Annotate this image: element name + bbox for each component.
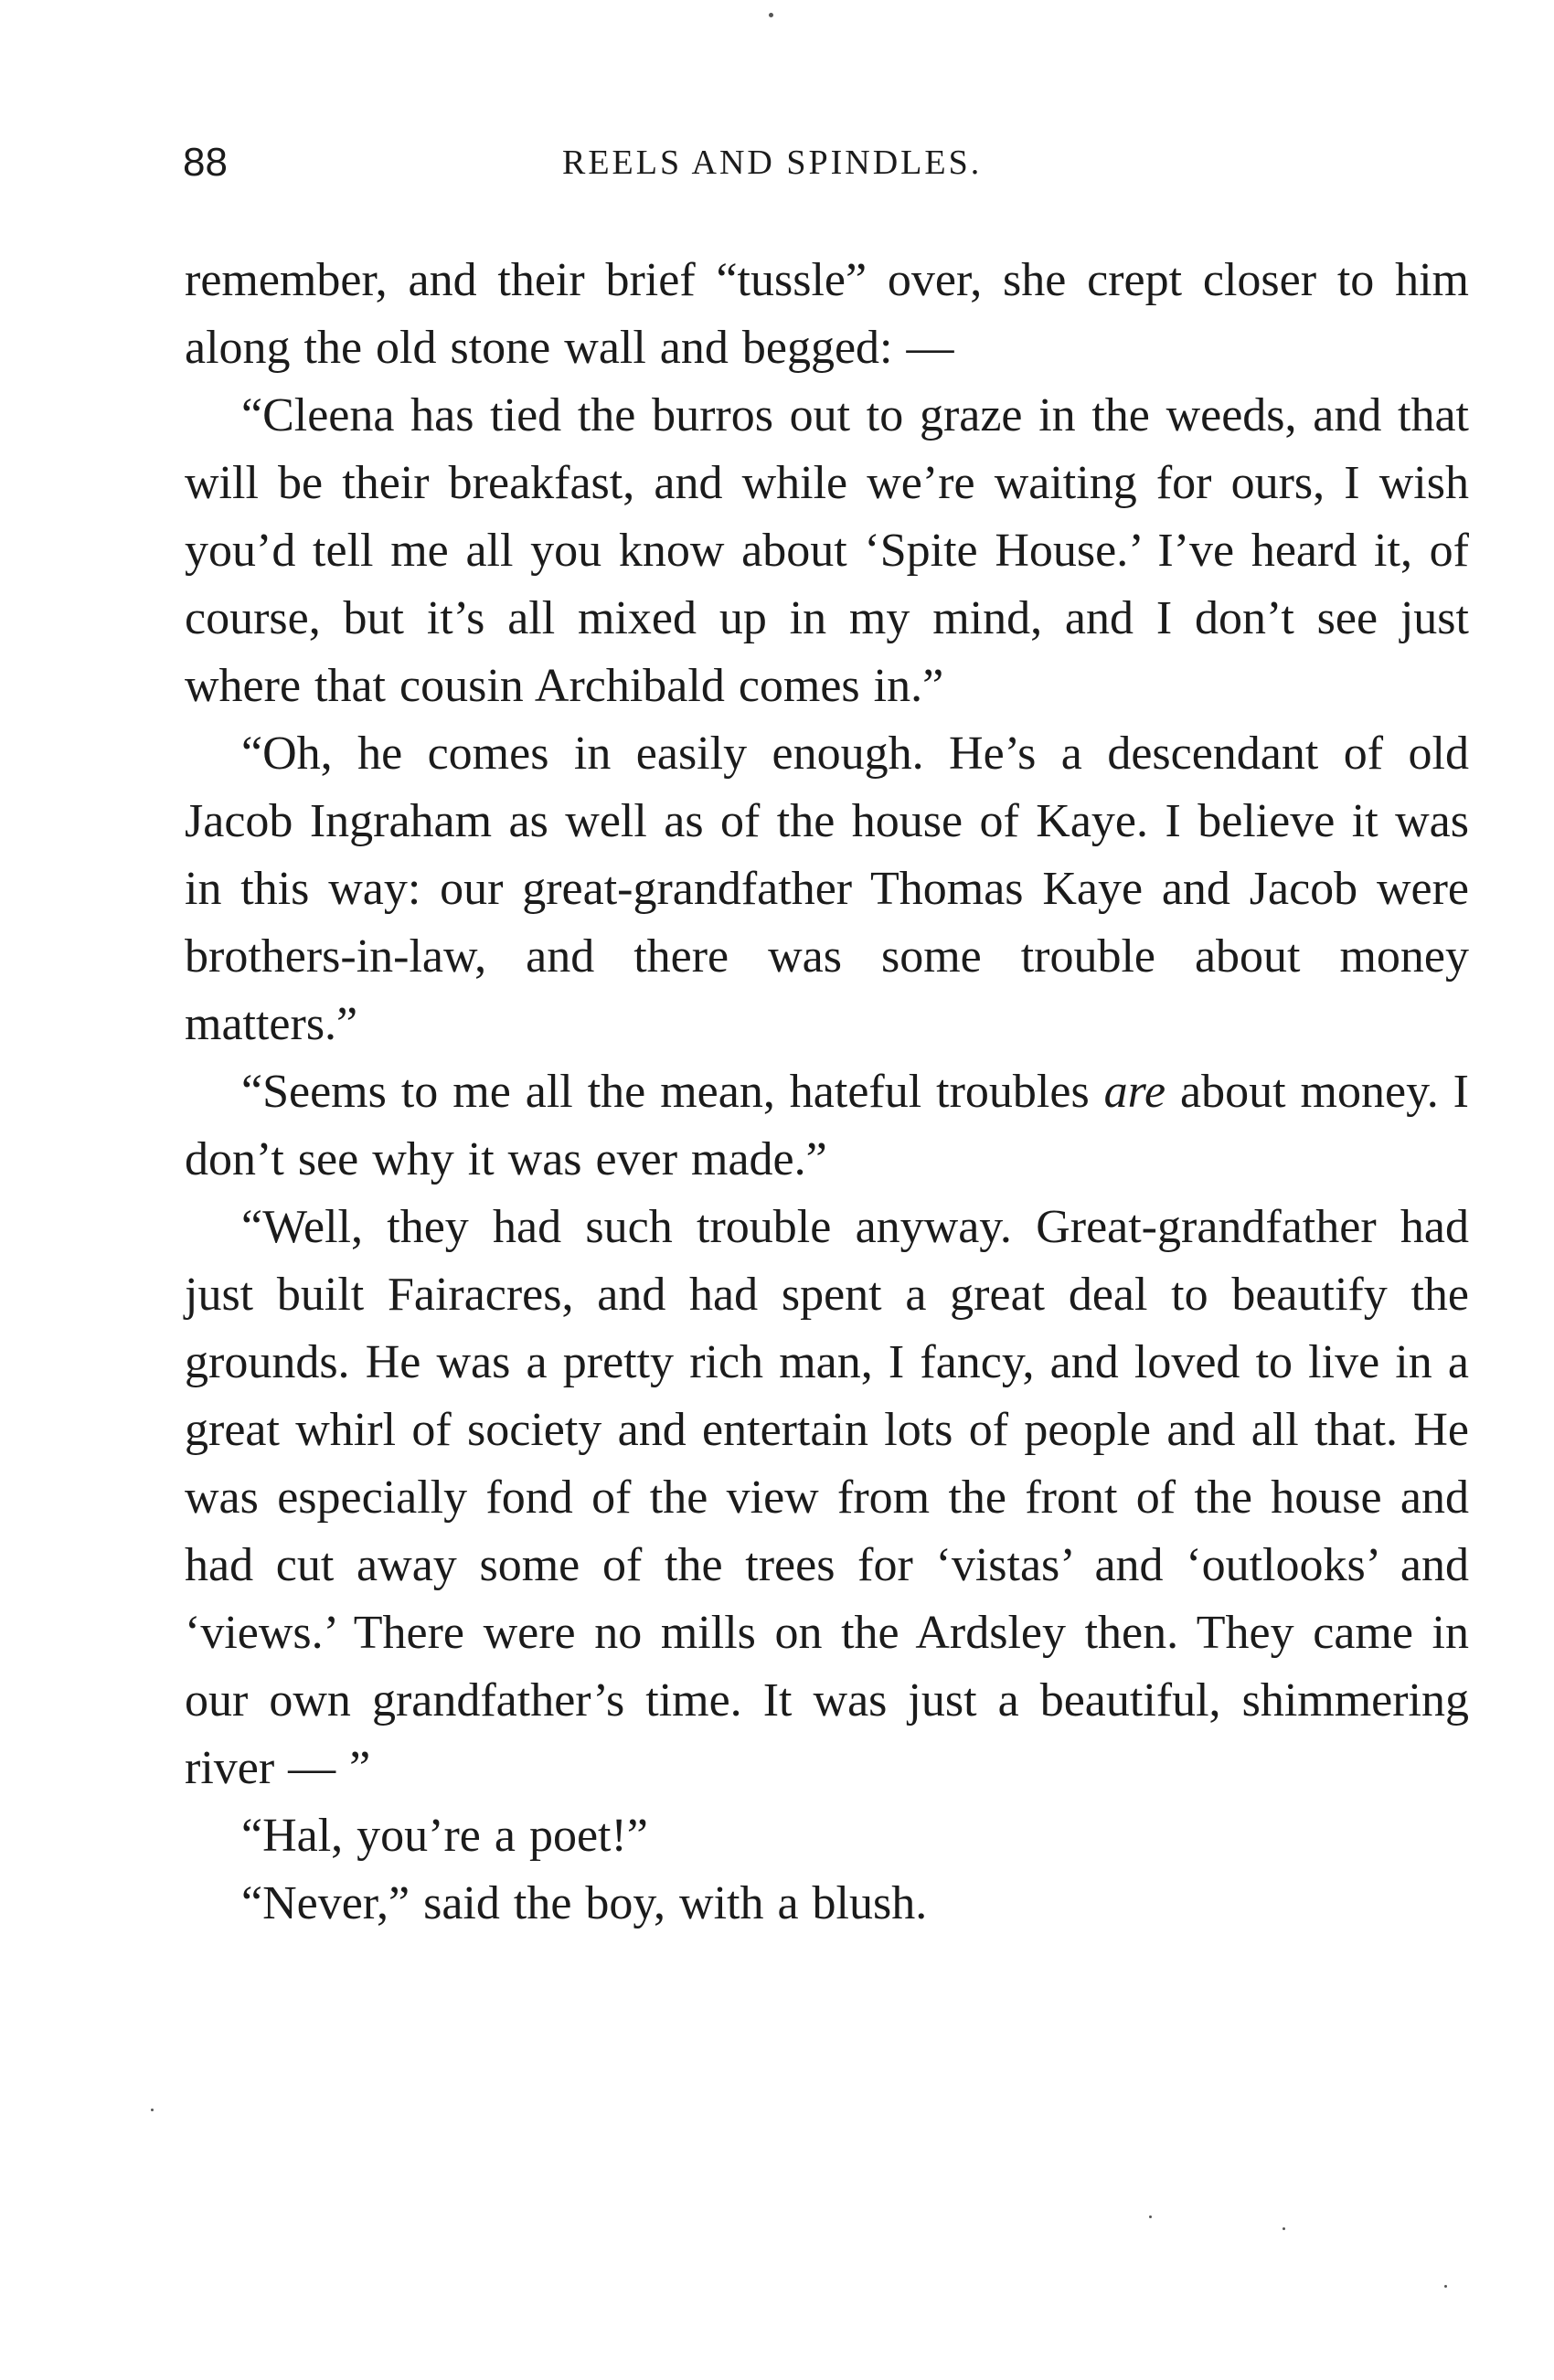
paragraph-3: “Oh, he comes in easily enough. He’s a descendant of old Jacob Ingraham as well as of the house of Kaye. I believe it was in this way: our great-grandfather Thomas Kaye and Jacob were brothers-in-law, and there was some trouble about money matters.” — [185, 728, 1469, 1050]
scan-speck — [151, 2109, 154, 2111]
running-title: REELS AND SPINDLES. — [562, 143, 983, 182]
body-text — [185, 247, 1469, 1938]
page-number: 88 — [183, 140, 228, 185]
paragraph-1: remember, and their brief “tussle” over, she crept closer to him along the old stone wall and begged: — — [185, 254, 1469, 374]
paragraph-2: “Cleena has tied the burros out to graze in the weeds, and that will be their breakfast, and while we’re waiting for ours, I wish you’d tell me all you know about ‘Spite House.’ I’ve heard it, of course, but it’s all mixed up in my mind, and I don’t see just where that cousin Archibald comes in.” — [185, 389, 1469, 712]
scan-speck — [1444, 2285, 1447, 2288]
paragraph-4-after: about money. I don’t see why it was ever made.” — [185, 1066, 1469, 1185]
scan-speck — [1283, 2227, 1285, 2230]
paragraph-7: “Never,” said the boy, with a blush. — [241, 1877, 928, 1929]
scan-speck — [1149, 2215, 1152, 2218]
scan-speck — [769, 13, 773, 17]
paragraph-4-emphasis: are — [1103, 1066, 1166, 1118]
paragraph-5: “Well, they had such trouble anyway. Great-grandfather had just built Fairacres, and had spent a great deal to beautify the grounds. He was a pretty rich man, I fancy, and loved to live in a great whirl of society and entertain lots of people and all that. He was especially fond of the view from the front of the house and had cut away some of the trees for ‘vistas’ and ‘outlooks’ and ‘views.’ There were no mills on the Ardsley then. They came in our own grandfather’s time. It was just a beautiful, shimmering river — ” — [185, 1201, 1469, 1794]
paragraph-4 — [185, 1058, 1469, 1194]
paragraph-4-before: “Seems to me all the mean, hateful troubles — [241, 1066, 1104, 1118]
running-head — [183, 135, 1463, 190]
paragraph-6: “Hal, you’re a poet!” — [241, 1810, 648, 1862]
